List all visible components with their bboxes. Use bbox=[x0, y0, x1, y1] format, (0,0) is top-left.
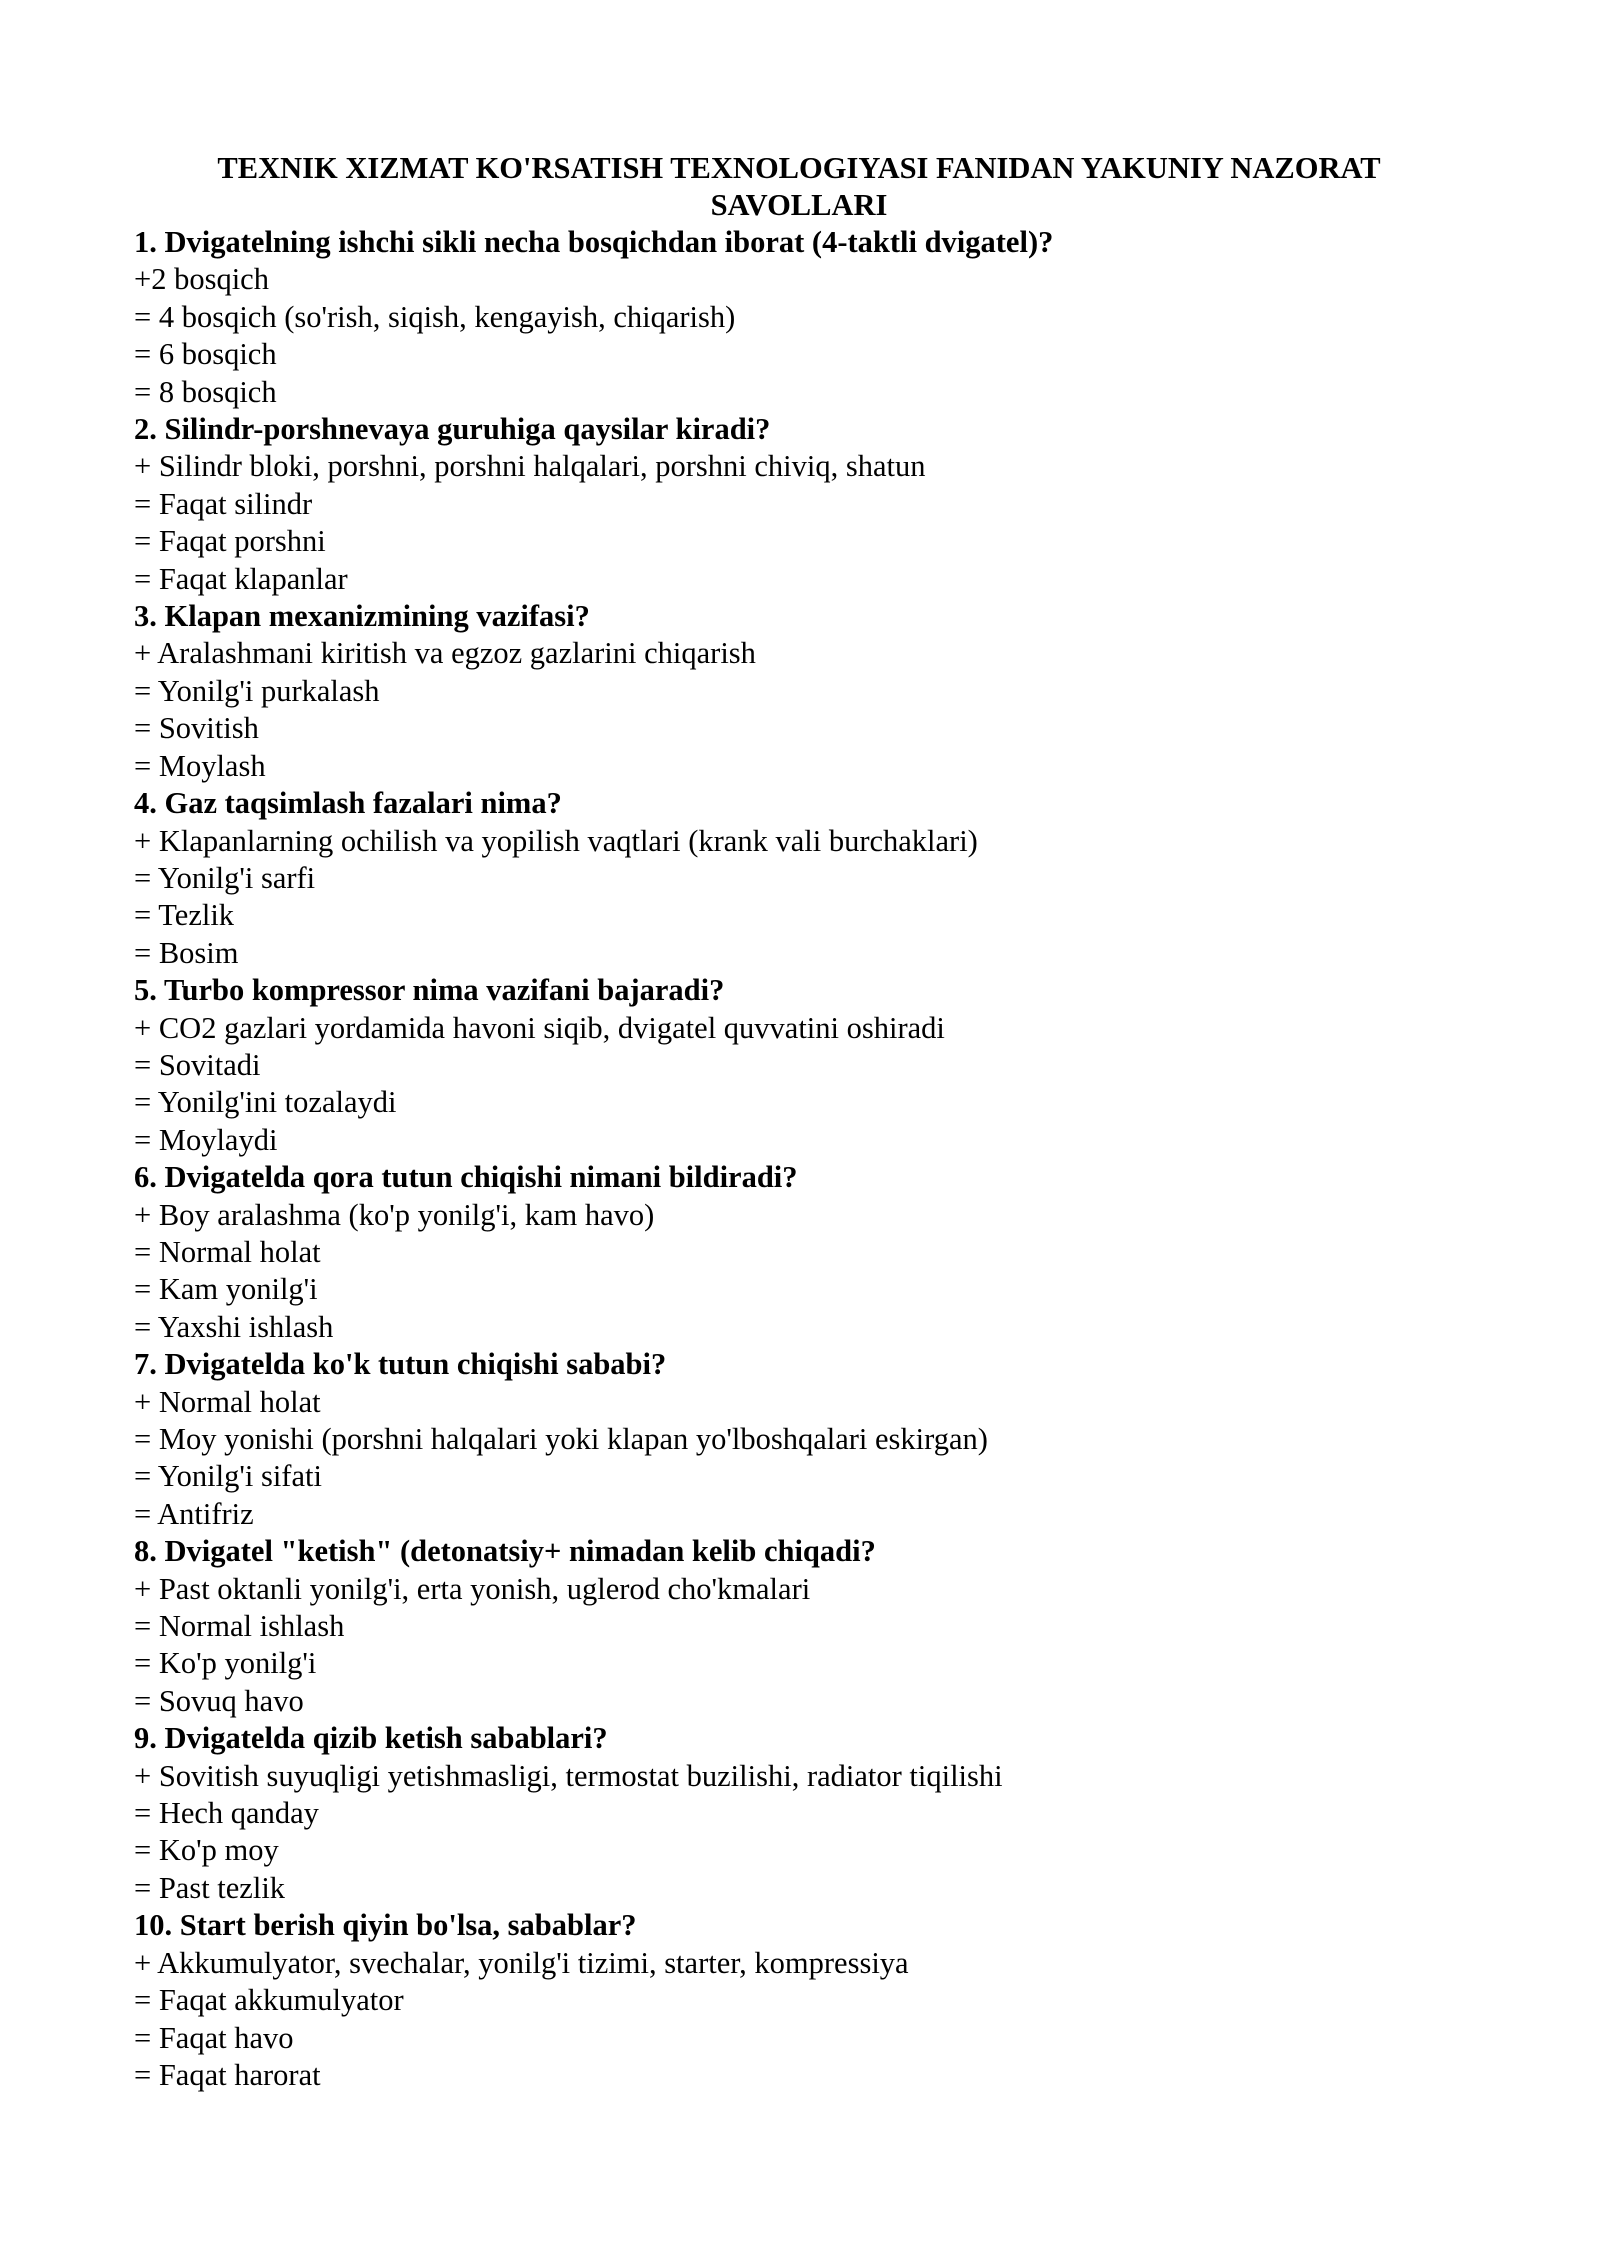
answer-option: = Faqat porshni bbox=[134, 524, 326, 559]
answer-option: = Kam yonilg'i bbox=[134, 1272, 318, 1307]
answer-option: = Moylash bbox=[134, 748, 266, 783]
answer-option: = Moylaydi bbox=[134, 1122, 278, 1157]
answer-option: = 6 bosqich bbox=[134, 337, 277, 372]
document-page bbox=[134, 150, 1454, 2094]
question-block-6 bbox=[134, 1159, 1454, 1346]
answer-option: = Yonilg'ini tozalaydi bbox=[134, 1085, 397, 1120]
answer-option: = Faqat akkumulyator bbox=[134, 1983, 404, 2018]
answer-option: + Normal holat bbox=[134, 1384, 321, 1419]
document-title-line-1: TEXNIK XIZMAT KO'RSATISH TEXNOLOGIYASI FANIDAN YAKUNIY NAZORAT bbox=[217, 151, 1381, 185]
answer-option: = Past tezlik bbox=[134, 1870, 286, 1905]
answer-option: = Faqat klapanlar bbox=[134, 561, 348, 596]
question-block-1 bbox=[134, 224, 1454, 411]
answer-option: = Sovitadi bbox=[134, 1047, 261, 1082]
question-block-5 bbox=[134, 972, 1454, 1159]
question-text: 6. Dvigatelda qora tutun chiqishi nimani bildiradi? bbox=[134, 1160, 798, 1195]
answer-option: = Faqat silindr bbox=[134, 486, 313, 521]
document-title-line-2: SAVOLLARI bbox=[710, 188, 888, 222]
answer-option: = 4 bosqich (so'rish, siqish, kengayish, chiqarish) bbox=[134, 299, 736, 334]
question-block-8 bbox=[134, 1533, 1454, 1720]
answer-option: = Bosim bbox=[134, 935, 239, 970]
answer-option: = Faqat harorat bbox=[134, 2057, 321, 2092]
question-block-9 bbox=[134, 1720, 1454, 1907]
question-text: 5. Turbo kompressor nima vazifani bajaradi? bbox=[134, 973, 725, 1008]
question-block-10 bbox=[134, 1907, 1454, 2094]
answer-option: + Klapanlarning ochilish va yopilish vaqtlari (krank vali burchaklari) bbox=[134, 823, 978, 858]
document-title bbox=[134, 150, 1454, 224]
answer-option: = Yonilg'i sifati bbox=[134, 1459, 322, 1494]
question-block-3 bbox=[134, 598, 1454, 785]
answer-option: = Sovitish bbox=[134, 711, 259, 746]
answer-option: = Yaxshi ishlash bbox=[134, 1309, 334, 1344]
answer-option: = Ko'p moy bbox=[134, 1833, 279, 1868]
answer-option: = Tezlik bbox=[134, 898, 235, 933]
answer-option: = 8 bosqich bbox=[134, 374, 277, 409]
question-text: 2. Silindr-porshnevaya guruhiga qaysilar kiradi? bbox=[134, 412, 771, 447]
question-block-7 bbox=[134, 1346, 1454, 1533]
answer-option: = Yonilg'i sarfi bbox=[134, 860, 316, 895]
answer-option: = Sovuq havo bbox=[134, 1683, 304, 1718]
question-text: 10. Start berish qiyin bo'lsa, sabablar? bbox=[134, 1908, 637, 1943]
answer-option: = Normal ishlash bbox=[134, 1609, 345, 1644]
question-text: 8. Dvigatel "ketish" (detonatsiy+ nimadan kelib chiqadi? bbox=[134, 1534, 876, 1569]
answer-option: = Yonilg'i purkalash bbox=[134, 673, 380, 708]
answer-option: + Sovitish suyuqligi yetishmasligi, termostat buzilishi, radiator tiqilishi bbox=[134, 1758, 1003, 1793]
question-block-2 bbox=[134, 411, 1454, 598]
question-text: 3. Klapan mexanizmining vazifasi? bbox=[134, 599, 590, 634]
question-text: 1. Dvigatelning ishchi sikli necha bosqichdan iborat (4-taktli dvigatel)? bbox=[134, 225, 1054, 259]
question-block-4 bbox=[134, 785, 1454, 972]
question-text: 9. Dvigatelda qizib ketish sabablari? bbox=[134, 1721, 608, 1756]
answer-option: = Faqat havo bbox=[134, 2020, 294, 2055]
answer-option: = Antifriz bbox=[134, 1496, 254, 1531]
question-text: 7. Dvigatelda ko'k tutun chiqishi sababi? bbox=[134, 1347, 667, 1382]
answer-option: + Past oktanli yonilg'i, erta yonish, uglerod cho'kmalari bbox=[134, 1571, 811, 1606]
answer-option: + Aralashmani kiritish va egzoz gazlarini chiqarish bbox=[134, 636, 756, 671]
answer-option: = Ko'p yonilg'i bbox=[134, 1646, 317, 1681]
answer-option: = Normal holat bbox=[134, 1234, 321, 1269]
question-text: 4. Gaz taqsimlash fazalari nima? bbox=[134, 786, 562, 821]
answer-option: + Silindr bloki, porshni, porshni halqalari, porshni chiviq, shatun bbox=[134, 449, 926, 484]
answer-option: = Hech qanday bbox=[134, 1796, 319, 1831]
answer-option: = Moy yonishi (porshni halqalari yoki klapan yo'lboshqalari eskirgan) bbox=[134, 1422, 988, 1456]
answer-option: +2 bosqich bbox=[134, 262, 269, 297]
answer-option: + CO2 gazlari yordamida havoni siqib, dvigatel quvvatini oshiradi bbox=[134, 1010, 945, 1045]
answer-option: + Boy aralashma (ko'p yonilg'i, kam havo) bbox=[134, 1197, 655, 1232]
answer-option: + Akkumulyator, svechalar, yonilg'i tizimi, starter, kompressiya bbox=[134, 1945, 909, 1980]
